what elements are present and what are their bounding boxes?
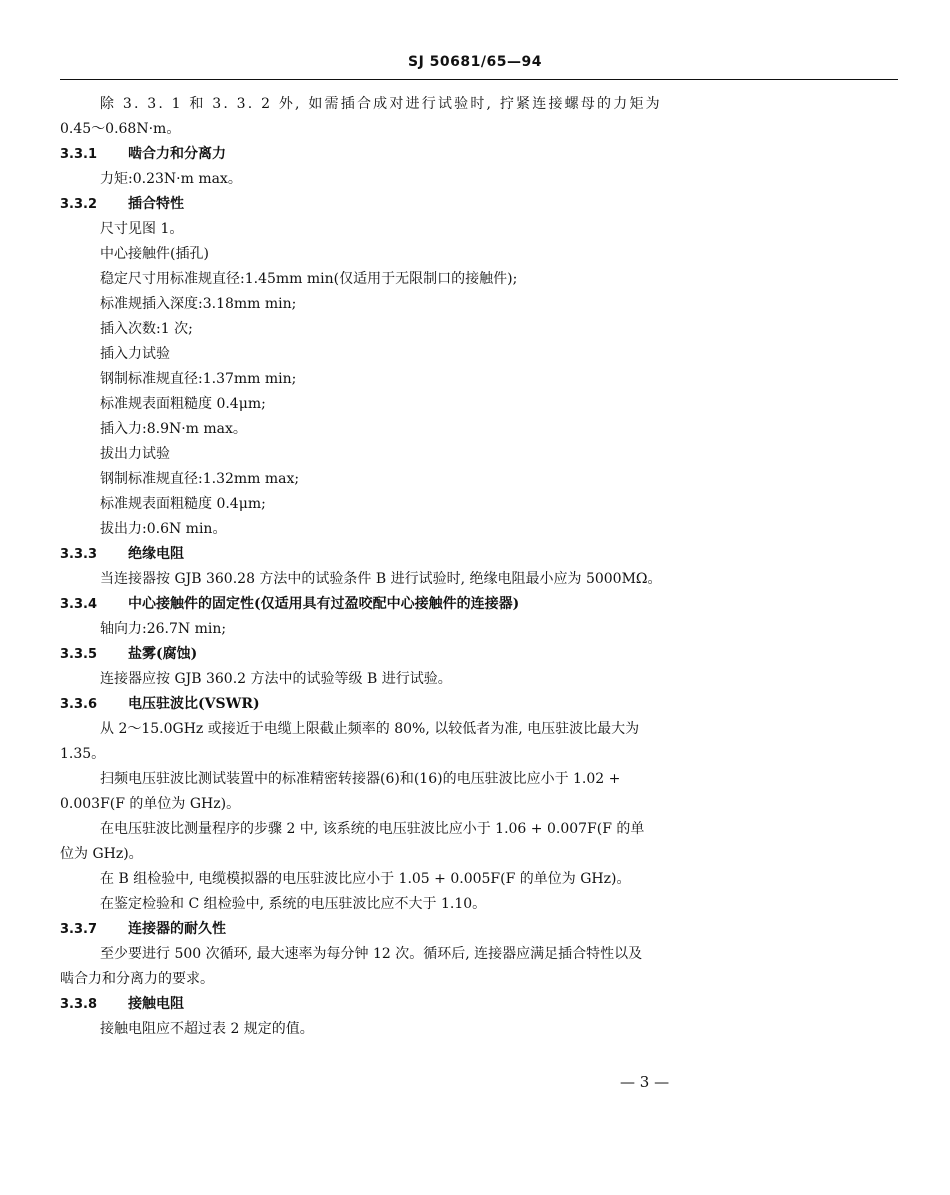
- section-3-3-2-line: 拔出力:0.6N min。: [100, 521, 227, 537]
- section-3-3-2-line: 插入力试验: [100, 346, 170, 362]
- section-3-3-7-p1-line-1: 至少要进行 500 次循环, 最大速率为每分钟 12 次。循环后, 连接器应满足插合特性以及: [100, 946, 643, 962]
- section-3-3-2-line: 标准规表面粗糙度 0.4μm;: [100, 396, 266, 412]
- section-3-3-2-line: 稳定尺寸用标准规直径:1.45mm min(仅适用于无限制口的接触件);: [100, 271, 518, 287]
- section-3-3-6-p5: 在鉴定检验和 C 组检验中, 系统的电压驻波比应不大于 1.10。: [100, 896, 487, 912]
- section-number: 3.3.7: [60, 922, 98, 937]
- section-3-3-2-line: 拔出力试验: [100, 446, 170, 462]
- section-3-3-2-line: 插入力:8.9N·m max。: [100, 421, 247, 437]
- section-3-3-3-line: 当连接器按 GJB 360.28 方法中的试验条件 B 进行试验时, 绝缘电阻最小应为 5000MΩ。: [100, 571, 662, 587]
- section-title: 连接器的耐久性: [128, 921, 226, 937]
- section-title: 绝缘电阻: [128, 546, 184, 562]
- section-3-3-6-p1-line-1: 从 2～15.0GHz 或接近于电缆上限截止频率的 80%, 以较低者为准, 电压驻波比最大为: [100, 721, 640, 737]
- section-3-3-2-line: 标准规表面粗糙度 0.4μm;: [100, 496, 266, 512]
- document-body: [60, 92, 790, 1042]
- section-3-3-6-p1-line-2: 1.35。: [60, 746, 106, 762]
- section-number: 3.3.8: [60, 997, 98, 1012]
- section-3-3-6-heading: [60, 692, 790, 717]
- section-title: 中心接触件的固定性(仅适用具有过盈咬配中心接触件的连接器): [128, 596, 520, 612]
- section-title: 电压驻波比(VSWR): [128, 696, 260, 712]
- section-3-3-2-line: 插入次数:1 次;: [100, 321, 193, 337]
- section-3-3-2-line: 钢制标准规直径:1.37mm min;: [100, 371, 297, 387]
- section-title: 盐雾(腐蚀): [128, 646, 198, 662]
- section-3-3-8-line: 接触电阻应不超过表 2 规定的值。: [100, 1021, 314, 1037]
- section-3-3-4-heading: [60, 592, 790, 617]
- section-title: 插合特性: [128, 196, 184, 212]
- section-number: 3.3.2: [60, 197, 98, 212]
- section-3-3-2-line: 钢制标准规直径:1.32mm max;: [100, 471, 300, 487]
- section-number: 3.3.4: [60, 597, 98, 612]
- section-3-3-1-line: 力矩:0.23N·m max。: [100, 171, 242, 187]
- section-3-3-6-p4: 在 B 组检验中, 电缆模拟器的电压驻波比应小于 1.05 + 0.005F(F 的单位为 GHz)。: [100, 871, 631, 887]
- section-3-3-2-line: 中心接触件(插孔): [100, 246, 209, 262]
- page-number: — 3 —: [620, 1073, 670, 1091]
- section-3-3-8-heading: [60, 992, 790, 1017]
- section-3-3-3-heading: [60, 542, 790, 567]
- header-rule: [60, 79, 898, 80]
- section-3-3-6-p3-line-2: 位为 GHz)。: [60, 846, 143, 862]
- section-3-3-2-heading: [60, 192, 790, 217]
- section-3-3-2-line: 尺寸见图 1。: [100, 221, 184, 237]
- section-title: 接触电阻: [128, 996, 184, 1012]
- intro-line-2: 0.45～0.68N·m。: [60, 121, 181, 137]
- section-3-3-4-line: 轴向力:26.7N min;: [100, 621, 227, 637]
- section-number: 3.3.1: [60, 147, 98, 162]
- section-3-3-2-line: 标准规插入深度:3.18mm min;: [100, 296, 297, 312]
- section-3-3-5-heading: [60, 642, 790, 667]
- section-3-3-7-heading: [60, 917, 790, 942]
- page-header-standard-number: SJ 50681/65—94: [408, 54, 542, 70]
- section-number: 3.3.6: [60, 697, 98, 712]
- section-3-3-1-heading: [60, 142, 790, 167]
- section-3-3-6-p2-line-2: 0.003F(F 的单位为 GHz)。: [60, 796, 241, 812]
- section-number: 3.3.5: [60, 647, 98, 662]
- section-3-3-7-p1-line-2: 啮合力和分离力的要求。: [60, 971, 214, 987]
- section-3-3-6-p3-line-1: 在电压驻波比测量程序的步骤 2 中, 该系统的电压驻波比应小于 1.06 + 0.007F(F 的单: [100, 821, 645, 837]
- intro-line-1: 除 3. 3. 1 和 3. 3. 2 外, 如需插合成对进行试验时, 拧紧连接螺母的力矩为: [100, 96, 662, 112]
- section-3-3-6-p2-line-1: 扫频电压驻波比测试装置中的标准精密转接器(6)和(16)的电压驻波比应小于 1.02 +: [100, 771, 621, 787]
- section-number: 3.3.3: [60, 547, 98, 562]
- section-title: 啮合力和分离力: [128, 146, 226, 162]
- section-3-3-5-line: 连接器应按 GJB 360.2 方法中的试验等级 B 进行试验。: [100, 671, 452, 687]
